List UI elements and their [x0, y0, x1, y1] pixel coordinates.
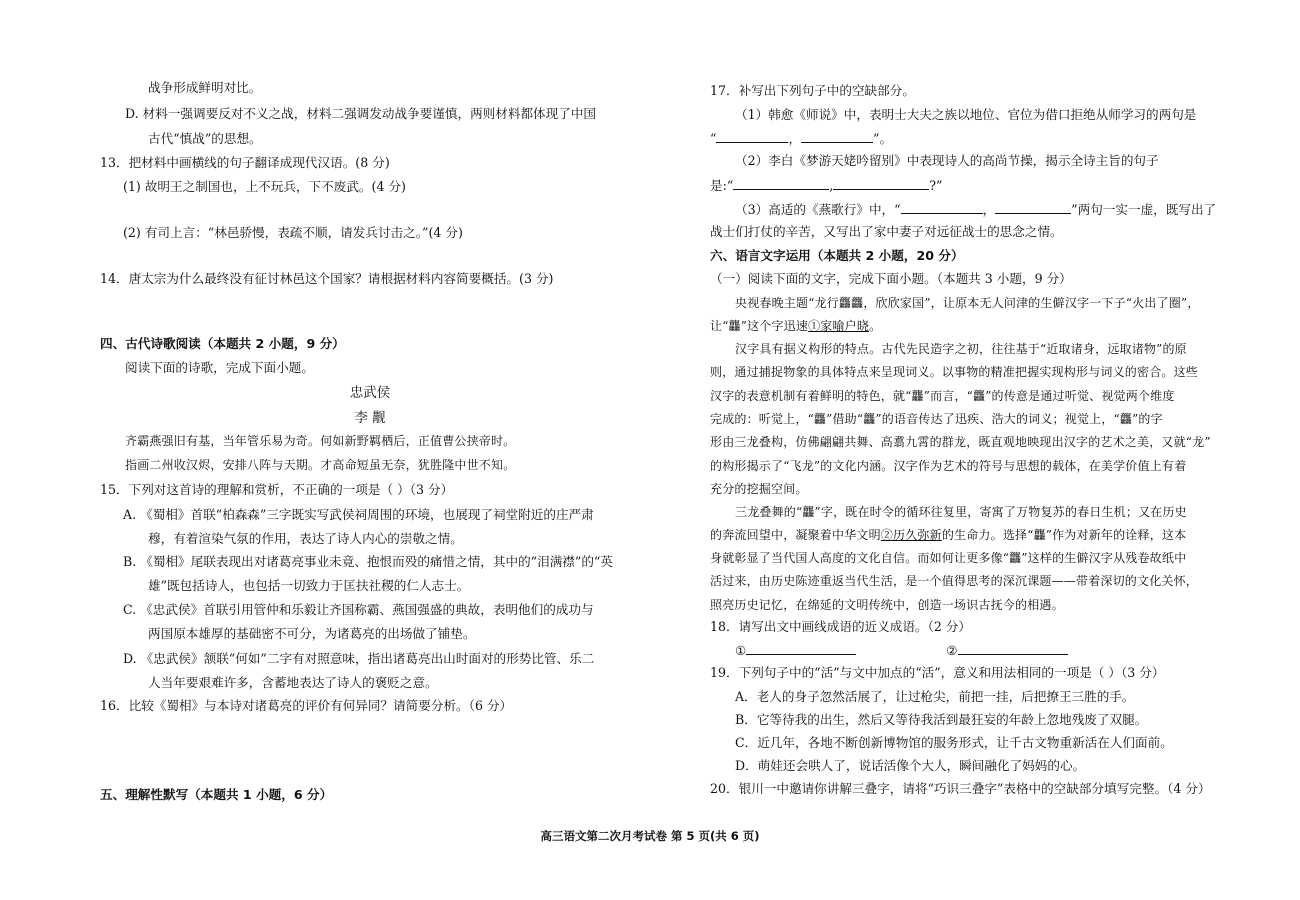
answer-blank[interactable]	[801, 129, 873, 143]
q19-option-c: C．近几年，各地不断创新博物馆的服务形式，让千古文物重新活在人们面前。	[735, 735, 1173, 750]
answer-blank[interactable]	[901, 200, 983, 214]
q17-part-3-prompt: （3）高适的《燕歌行》中，“ ， ”两句一实一虚，既写出了	[735, 202, 1217, 217]
poem-author: 李 觏	[354, 410, 386, 426]
question-15: 15．下列对这首诗的理解和赏析，不正确的一项是（ ）（3 分）	[100, 482, 454, 497]
question-17: 17．补写出下列句子中的空缺部分。	[710, 83, 915, 98]
q17-part-1-blanks: “ ， ”。	[710, 131, 893, 146]
section-6-heading: 六、语言文字运用（本题共 2 小题，20 分）	[710, 248, 964, 263]
question-14: 14．唐太宗为什么最终没有征讨林邑这个国家？请根据材料内容简要概括。(3 分)	[100, 271, 554, 286]
question-13: 13．把材料中画横线的句子翻译成现代汉语。(8 分)	[100, 155, 390, 170]
q15-option-b-line-1: B. 《蜀相》尾联表现出对诸葛亮事业未竟、抱恨而殁的痛惜之情，其中的“泪满襟”的“英	[123, 554, 613, 569]
passage-p2-line-6: 的构形揭示了“飞龙”的文化内涵。汉字作为艺术的符号与思想的载体，在美学价值上有着	[710, 459, 1187, 473]
q15-option-b-line-2: 雄”既包括诗人，也包括一切致力于匡扶社稷的仁人志士。	[148, 578, 470, 593]
passage-p2-line-5: 形由三龙叠构，仿佛翩翩共舞、高翥九霄的群龙，既直观地映现出汉字的艺术之美，又就“龙”	[710, 435, 1211, 449]
answer-blank[interactable]	[833, 176, 929, 190]
q18-answer-blanks: ① ②	[735, 641, 1068, 659]
passage-p3-line-2: 的奔流回望中，凝聚着中华文明②历久弥新的生命力。选择“龘”作为对新年的诠释，这本	[710, 528, 1187, 542]
left-column	[90, 0, 690, 820]
q15-option-c-line-1: C. 《忠武侯》首联引用管仲和乐毅让齐国称霸、燕国强盛的典故，表明他们的成功与	[123, 602, 594, 617]
answer-blank[interactable]	[746, 641, 856, 655]
section-5-heading: 五、理解性默写（本题共 1 小题，6 分）	[100, 787, 333, 802]
q17-part-3-line-2: 战士们打仗的辛苦，又写出了家中妻子对远征战士的思念之情。	[710, 224, 1063, 239]
question-20: 20．银川一中邀请你讲解三叠字，请将“巧识三叠字”表格中的空缺部分填写完整。（4 分）	[710, 781, 1211, 796]
passage-p2-line-3: 汉字的表意机制有着鲜明的特色，就“龘”而言，“龘”的传意是通过听觉、视觉两个维度	[710, 389, 1175, 403]
q17-part-1-prompt: （1）韩愈《师说》中，表明士大夫之族以地位、官位为借口拒绝从师学习的两句是	[735, 107, 1197, 122]
answer-blank[interactable]	[716, 129, 788, 143]
answer-blank[interactable]	[958, 641, 1068, 655]
q15-option-c-line-2: 两国原本雄厚的基础密不可分，为诸葛亮的出场做了铺垫。	[148, 626, 476, 641]
poem-line-2: 指画二州收汉烬，安排八阵与天期。才高命短虽无奈，犹胜隆中世不知。	[125, 458, 516, 472]
q17-part-2-prompt: （2）李白《梦游天姥吟留别》中表现诗人的高尚节操，揭示全诗主旨的句子	[735, 153, 1159, 168]
q15-option-a-line-1: A. 《蜀相》首联“柏森森”三字既实写武侯祠周围的环境，也展现了祠堂附近的庄严肃	[123, 507, 594, 522]
passage-p3-line-5: 照亮历史记忆，在绵延的文明传统中，创造一场识古抚今的相遇。	[710, 598, 1064, 612]
question-18: 18．请写出文中画线成语的近义成语。（2 分）	[710, 619, 972, 634]
passage-p3-line-4: 活过来，由历史陈迹重返当代生活，是一个值得思考的深沉课题——带着深切的文化关怀，	[710, 574, 1199, 588]
q19-option-d: D．萌娃还会哄人了，说话活像个大人，瞬间融化了妈妈的心。	[735, 758, 1086, 773]
question-16: 16．比较《蜀相》与本诗对诸葛亮的评价有何异同？请简要分析。（6 分）	[100, 698, 513, 713]
passage-p2-line-4: 完成的：听觉上，“龘”借助“龘”的语音传达了迅疾、浩大的词义；视觉上，“龘”的字	[710, 412, 1163, 426]
right-column	[700, 0, 1300, 820]
question-19: 19．下列句子中的“活”与文中加点的“活”，意义和用法相同的一项是（ ）（3 分）	[710, 665, 1165, 680]
question-13-part-2: (2) 有司上言：“林邑骄慢，表疏不顺，请发兵讨击之。”(4 分)	[123, 225, 463, 240]
underlined-idiom-2: ②历久弥新	[880, 528, 942, 542]
text-line: 战争形成鲜明对比。	[148, 80, 262, 95]
passage-p1-line-2: 让“龘”这个字迅速①家喻户晓。	[710, 319, 882, 333]
subsection-1-heading: （一）阅读下面的文字，完成下面小题。（本题共 3 小题，9 分）	[710, 271, 1072, 286]
poem-title: 忠武侯	[349, 385, 391, 401]
q19-option-a: A．老人的身子忽然活展了，让过枪尖，前把一挂，后把撩王三胜的手。	[735, 689, 1135, 704]
passage-p2-line-2: 则，通过捕捉物象的具体特点来呈现词义。以事物的精准把握实现构形与词义的密合。这些	[710, 365, 1199, 379]
q15-option-d-line-2: 人当年要艰难许多，含蓄地表达了诗人的褒贬之意。	[148, 675, 438, 690]
passage-p2-line-7: 充分的挖掘空间。	[710, 482, 808, 496]
page-footer: 高三语文第二次月考试卷 第 5 页(共 6 页)	[540, 829, 760, 843]
question-13-part-1: (1) 故明王之制国也，上不玩兵，下不废武。(4 分)	[123, 179, 406, 194]
q17-part-2-blanks: 是:“ , ?”	[710, 178, 943, 193]
section-4-heading: 四、古代诗歌阅读（本题共 2 小题，9 分）	[100, 336, 345, 351]
q15-option-a-line-2: 穆，有着渲染气氛的作用，表达了诗人内心的崇敬之情。	[148, 531, 463, 546]
q19-option-b: B．它等待我的出生，然后又等待我活到最狂妄的年龄上忽地残废了双腿。	[735, 712, 1148, 727]
section-4-intro: 阅读下面的诗歌，完成下面小题。	[125, 360, 314, 375]
underlined-idiom-1: ①家喻户晓	[808, 319, 870, 333]
answer-blank[interactable]	[995, 200, 1071, 214]
poem-line-1: 齐霸燕强旧有基，当年管乐易为奇。何如新野羁栖后，正值曹公挟帝时。	[125, 434, 516, 448]
passage-p3-line-3: 身就彰显了当代国人高度的文化自信。而如何让更多像“龘”这样的生僻汉字从残卷故纸中	[710, 551, 1187, 565]
passage-p2-line-1: 汉字具有据义构形的特点。古代先民造字之初，往往基于“近取诸身，远取诸物”的原	[735, 342, 1187, 356]
passage-p3-line-1: 三龙叠舞的“龘”字，既在时令的循环往复里，寄寓了万物复苏的春日生机；又在历史	[735, 505, 1187, 519]
passage-p1-line-1: 央视春晚主题“龙行龘龘，欣欣家国”，让原本无人问津的生僻汉字一下子“火出了圈”，	[735, 296, 1200, 310]
option-d-line-1: D. 材料一强调要反对不义之战，材料二强调发动战争要谨慎，两则材料都体现了中国	[125, 106, 597, 121]
q15-option-d-line-1: D. 《忠武侯》颔联“何如”二字有对照意味，指出诸葛亮出山时面对的形势比管、乐二	[123, 651, 595, 666]
option-d-line-2: 古代“慎战”的思想。	[148, 131, 262, 146]
answer-blank[interactable]	[733, 176, 829, 190]
